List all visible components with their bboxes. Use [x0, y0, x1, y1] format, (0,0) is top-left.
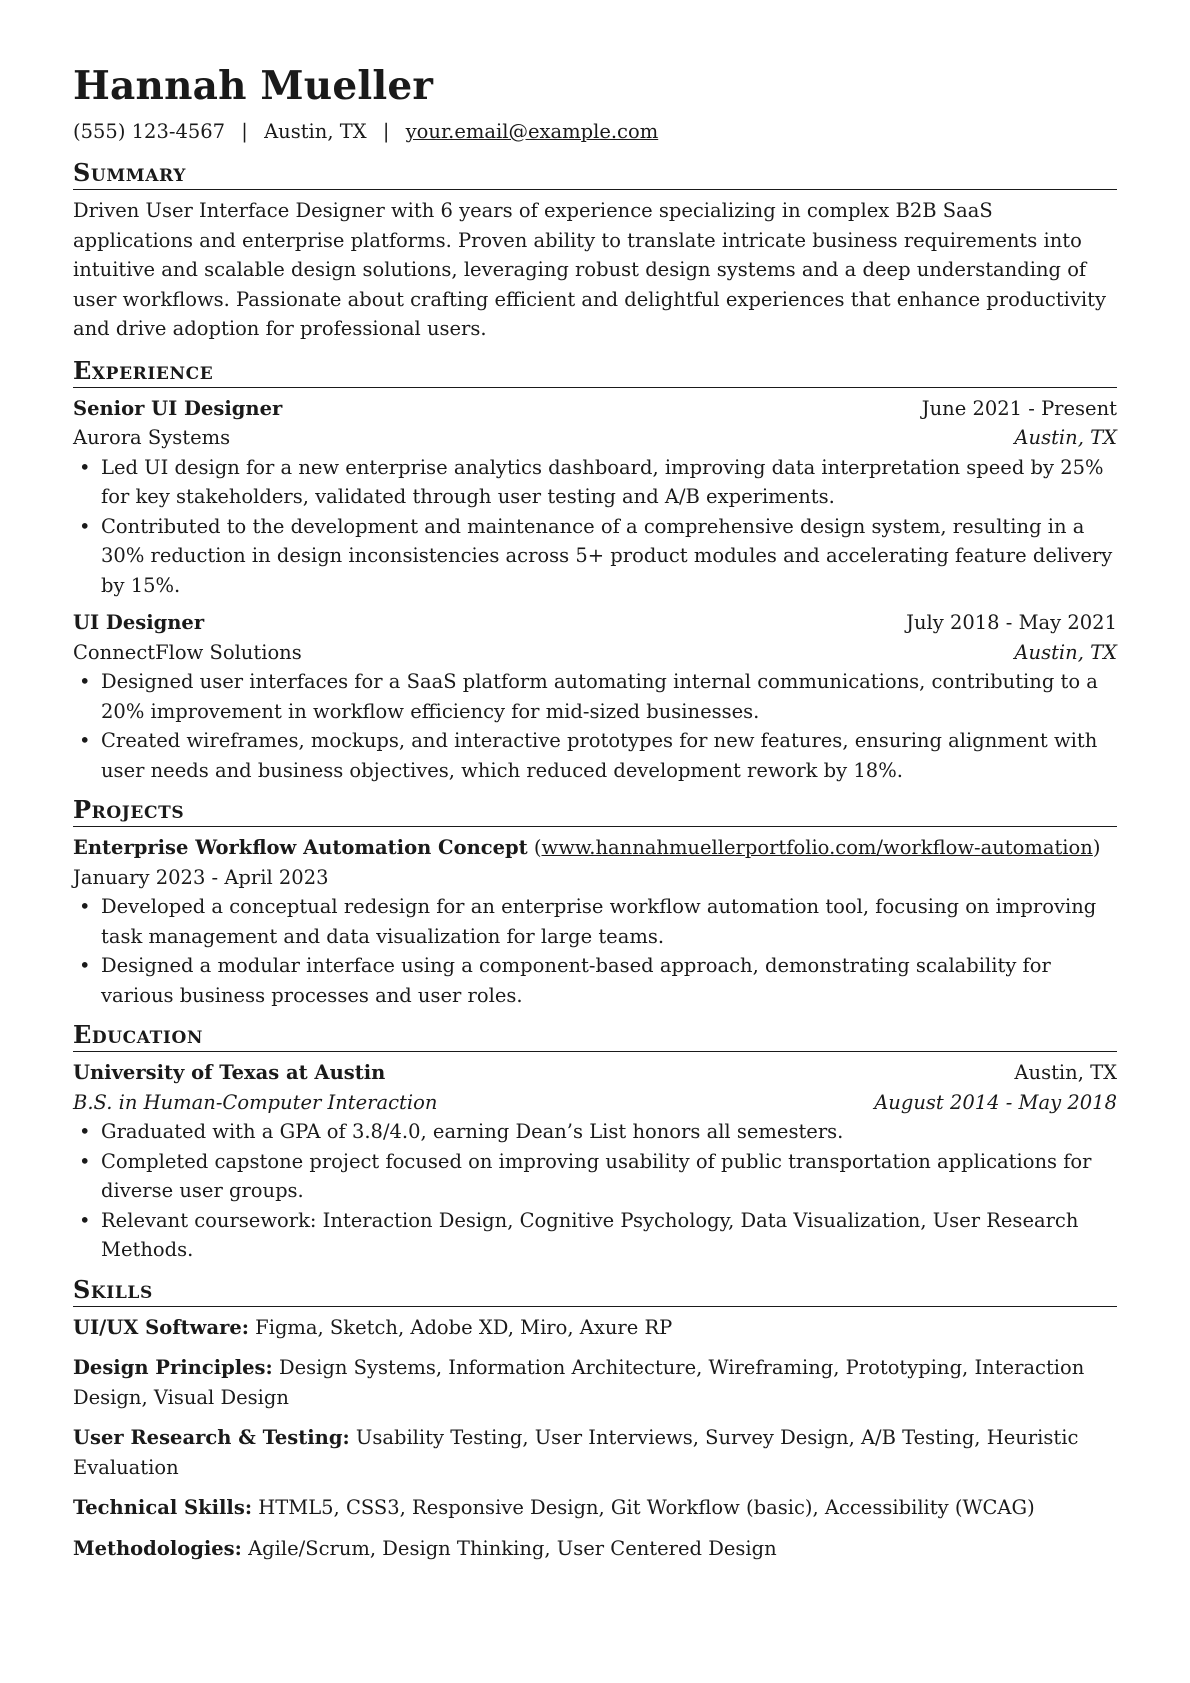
education-entry [73, 1058, 1117, 1265]
job-dates: July 2018 - May 2021 [906, 611, 1117, 634]
skill-row [73, 1534, 1117, 1564]
job-location: Austin, TX [1014, 640, 1117, 664]
job-dates: June 2021 - Present [921, 396, 1117, 420]
job-location: Austin, TX [1014, 426, 1117, 449]
project-name: Enterprise Workflow Automation Concept [73, 836, 528, 859]
location: Austin, TX [264, 120, 367, 143]
contact-separator: | [241, 120, 248, 143]
contact-separator: | [382, 120, 390, 143]
education-sub-row [73, 1088, 1117, 1118]
education-dates: August 2014 - May 2018 [874, 1090, 1117, 1114]
skill-value: Agile/Scrum, Design Thinking, User Centered Design [248, 1536, 777, 1560]
project-header [73, 833, 1117, 863]
skill-value: HTML5, CSS3, Responsive Design, Git Workflow (basic), Accessibility (WCAG) [258, 1496, 1035, 1519]
bullet-item: • Designed user interfaces for a SaaS platform automating internal communications, contributing to a 20% improvement in workflow efficiency for mid-sized businesses. [101, 667, 1117, 726]
skill-label: User Research & Testing: [73, 1426, 350, 1449]
experience-header-row [73, 608, 1117, 638]
bullet-item: • Completed capstone project focused on improving usability of public transportation applications for diverse user groups. [101, 1147, 1117, 1206]
experience-sub-row [73, 423, 1117, 453]
section-title-education: Education [73, 1020, 1117, 1052]
section-title-experience: Experience [73, 356, 1117, 388]
section-title-projects: Projects [73, 795, 1117, 827]
bullet-item: • Led UI design for a new enterprise analytics dashboard, improving data interpretation speed by 25% for key stakeholders, validated through user testing and A/B experiments. [101, 453, 1117, 512]
skill-row [73, 1353, 1117, 1412]
school-name: University of Texas at Austin [73, 1061, 386, 1084]
phone-number: (555) 123-4567 [73, 120, 226, 143]
skills-list [73, 1313, 1117, 1564]
bullet-list [73, 892, 1117, 1010]
bullet-item: • Graduated with a GPA of 3.8/4.0, earning Dean’s List honors all semesters. [101, 1117, 1117, 1147]
skill-value: Figma, Sketch, Adobe XD, Miro, Axure RP [255, 1315, 673, 1339]
project-dates: January 2023 - April 2023 [73, 865, 329, 889]
summary-text: Driven User Interface Designer with 6 years of experience specializing in complex B2B SaaS applications and enterprise platforms. Proven ability to translate intricate business requirements into intuitive and scalable design solutions, leveraging robust design systems and a deep understanding of user workflows. Passionate about crafting efficient and delightful experiences that enhance productivity and drive adoption for professional users. [73, 199, 1106, 340]
education-header-row [73, 1058, 1117, 1088]
project-paren-open: ( [533, 836, 542, 859]
skill-value: Design Systems, Information Architecture, Wireframing, Prototyping, Interaction Design, Visual Design [73, 1356, 1085, 1409]
school-location: Austin, TX [1014, 1061, 1117, 1084]
project-paren-close: ) [1092, 836, 1101, 859]
job-title: Senior UI Designer [73, 396, 283, 420]
bullet-list [73, 1117, 1117, 1265]
contact-line [73, 118, 1117, 146]
skill-row [73, 1313, 1117, 1343]
project-entry [73, 833, 1117, 1010]
email-link[interactable]: your.email@example.com [405, 120, 659, 143]
degree: B.S. in Human-Computer Interaction [73, 1090, 438, 1114]
experience-entry [73, 394, 1117, 601]
company-name: ConnectFlow Solutions [73, 640, 302, 664]
section-title-skills: Skills [73, 1275, 1117, 1307]
skill-row [73, 1423, 1117, 1482]
candidate-name: Hannah Mueller [73, 63, 434, 109]
skill-label: Design Principles: [73, 1356, 273, 1379]
skill-label: UI/UX Software: [73, 1315, 249, 1339]
bullet-list [73, 667, 1117, 785]
bullet-item: • Designed a modular interface using a component-based approach, demonstrating scalability for various business processes and user roles. [101, 951, 1117, 1010]
skill-value: Usability Testing, User Interviews, Survey Design, A/B Testing, Heuristic Evaluation [73, 1426, 1079, 1479]
experience-header-row [73, 394, 1117, 424]
bullet-item: • Created wireframes, mockups, and interactive prototypes for new features, ensuring alignment with user needs and business objectives, which reduced development rework by 18%. [101, 726, 1117, 785]
job-title: UI Designer [73, 611, 205, 634]
skill-row [73, 1493, 1117, 1523]
skill-label: Methodologies: [73, 1536, 242, 1560]
bullet-item: • Contributed to the development and maintenance of a comprehensive design system, resulting in a 30% reduction in design inconsistencies across 5+ product modules and accelerating feature delivery by 15%. [101, 512, 1117, 601]
experience-entry [73, 608, 1117, 785]
bullet-list [73, 453, 1117, 601]
company-name: Aurora Systems [73, 426, 231, 449]
section-title-summary: Summary [73, 158, 1117, 190]
project-link[interactable]: www.hannahmuellerportfolio.com/workflow-automation [541, 836, 1093, 859]
experience-sub-row [73, 638, 1117, 668]
skill-label: Technical Skills: [73, 1496, 253, 1519]
bullet-item: • Relevant coursework: Interaction Design, Cognitive Psychology, Data Visualization, User Research Methods. [101, 1206, 1117, 1265]
bullet-item: • Developed a conceptual redesign for an enterprise workflow automation tool, focusing on improving task management and data visualization for large teams. [101, 892, 1117, 951]
